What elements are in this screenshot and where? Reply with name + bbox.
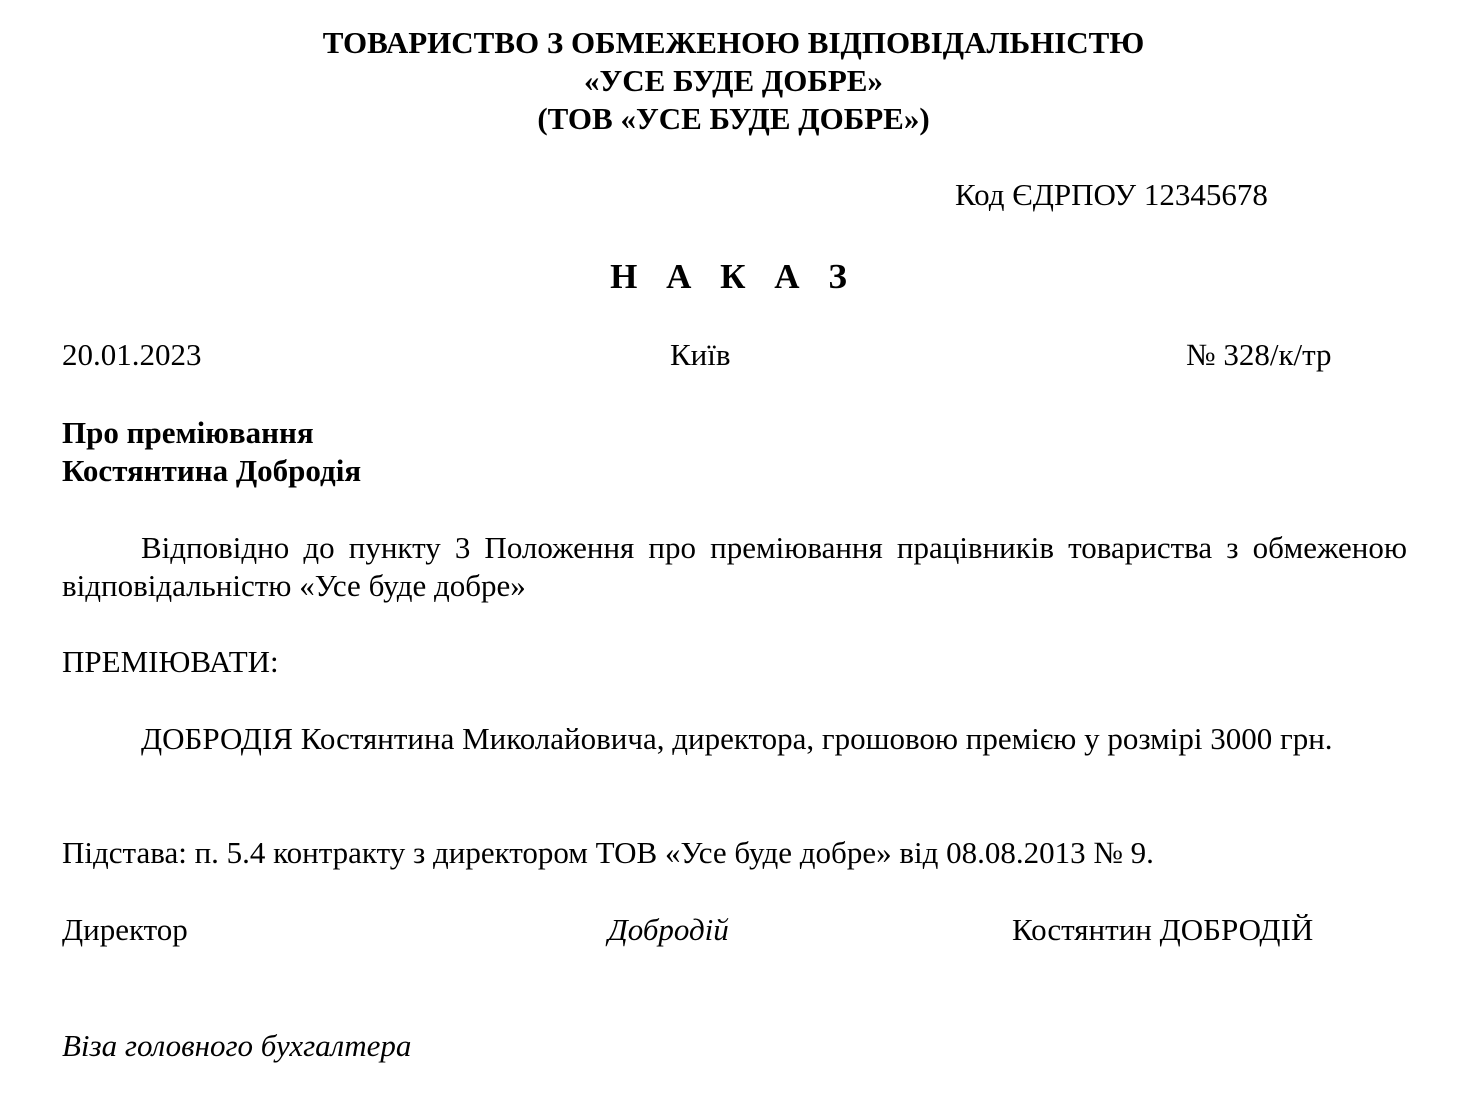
org-name-line2: «УСЕ БУДЕ ДОБРЕ» <box>584 63 883 98</box>
signature-mark: Добродій <box>608 912 729 947</box>
subject-line1: Про преміювання <box>62 415 314 450</box>
order-word: ПРЕМІЮВАТИ: <box>62 644 279 679</box>
edrpou-code: Код ЄДРПОУ 12345678 <box>955 177 1268 212</box>
order-city: Київ <box>670 337 731 372</box>
document-title: Н А К А З <box>610 257 857 296</box>
order-number: № 328/к/тр <box>1186 337 1332 372</box>
signature-position: Директор <box>62 912 188 947</box>
subject-line2: Костянтина Добродія <box>62 453 362 488</box>
chief-accountant-visa: Віза головного бухгалтера <box>62 1028 412 1063</box>
preamble-paragraph: Відповідно до пункту 3 Положення про преміювання працівників товариства з обмеженою відповідальністю «Усе буде добре» <box>62 530 1407 603</box>
org-short-name: (ТОВ «УСЕ БУДЕ ДОБРЕ») <box>537 101 930 136</box>
order-paragraph: ДОБРОДІЯ Костянтина Миколайовича, директора, грошовою премією у розмірі 3000 грн. <box>141 721 1333 756</box>
order-date: 20.01.2023 <box>62 337 202 372</box>
org-name-line1: ТОВАРИСТВО З ОБМЕЖЕНОЮ ВІДПОВІДАЛЬНІСТЮ <box>322 25 1145 60</box>
signature-full-name: Костянтин ДОБРОДІЙ <box>1012 912 1314 947</box>
basis-line: Підстава: п. 5.4 контракту з директором ТОВ «Усе буде добре» від 08.08.2013 № 9. <box>62 835 1154 870</box>
